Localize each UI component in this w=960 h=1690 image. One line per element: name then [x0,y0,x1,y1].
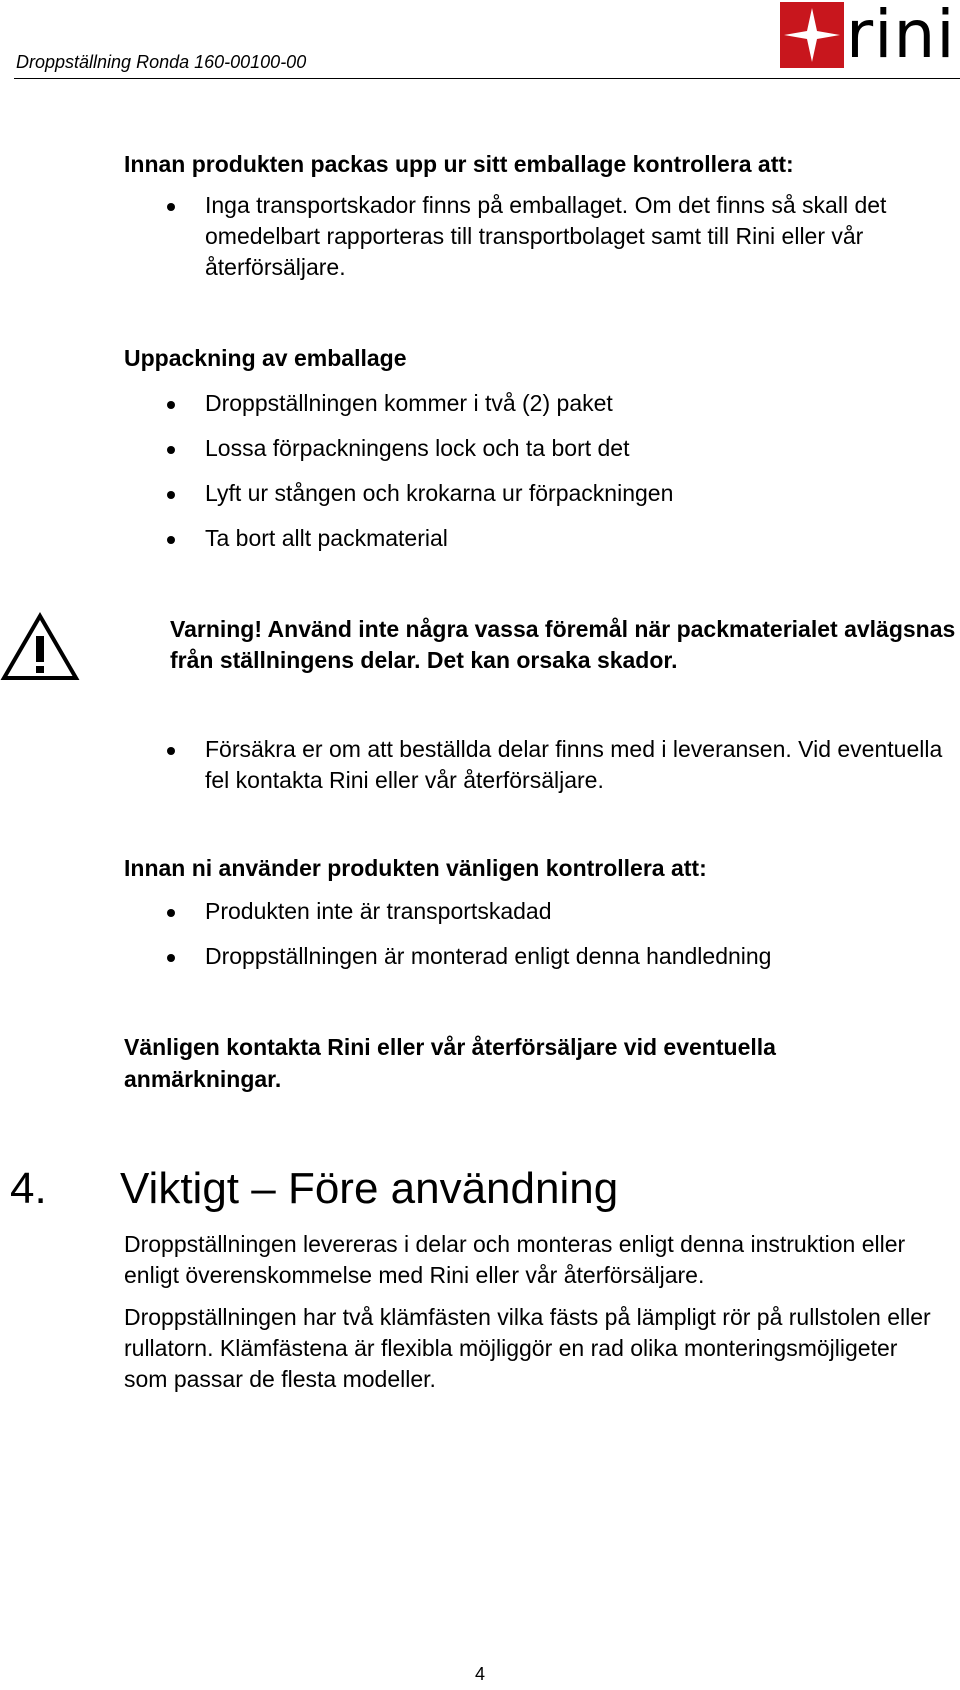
contact-note-text: Vänligen kontakta Rini eller vår återförsäljare vid eventuella anmärkningar. [124,1034,776,1092]
contact-note [124,1031,904,1095]
section-title: Viktigt – Före användning [120,1164,619,1213]
document-title: Droppställning Ronda 160-00100-00 [16,52,307,72]
warning-triangle-icon [0,612,80,689]
unpacking-heading: Uppackning av emballage [124,345,407,371]
unpacking-section [124,342,960,554]
delivery-check-list [124,734,944,796]
list-item: Lossa förpackningens lock och ta bort det [124,433,960,464]
check-before-unpacking [124,148,960,283]
list-item: Droppställningen kommer i två (2) paket [124,388,960,419]
section4-paragraph-2: Droppställningen har två klämfästen vilka fästs på lämpligt rör på rullstolen eller rullatorn. Klämfästena är flexibla möjliggör en rad olika monteringsmöjligeter som passar de flesta modeller. [124,1304,931,1392]
check-before-use [124,852,960,972]
section4-body [124,1229,944,1395]
delivery-check [124,734,960,796]
list-item: Droppställningen är monterad enligt denna handledning [124,941,960,972]
unpacking-list [124,388,960,554]
check-before-use-heading: Innan ni använder produkten vänligen kontrollera att: [124,855,707,881]
list-item: Försäkra er om att beställda delar finns med i leveransen. Vid eventuella fel kontakta Rini eller vår återförsäljare. [124,734,944,796]
list-item: Lyft ur stången och krokarna ur förpackningen [124,478,960,509]
list-item: Produkten inte är transportskadad [124,896,960,927]
list-item: Ta bort allt packmaterial [124,523,960,554]
warning-text: Varning! Använd inte några vassa föremål när packmaterialet avlägsnas från ställningens delar. Det kan orsaka skador. [170,616,956,673]
section4-paragraph-1: Droppställningen levereras i delar och monteras enligt denna instruktion eller enligt överenskommelse med Rini eller vår återförsäljare. [124,1231,906,1288]
section-number: 4. [10,1164,47,1213]
page-number: 4 [474,1664,485,1684]
check-before-use-list [124,896,960,972]
check-before-unpacking-list [124,190,944,283]
logo-star-icon [780,2,844,68]
check-before-unpacking-heading: Innan produkten packas upp ur sitt emballage kontrollera att: [124,151,794,177]
header-divider [14,78,960,79]
section-heading [10,1163,618,1215]
logo-text: rini [846,0,956,73]
list-item: Inga transportskador finns på emballaget. Om det finns så skall det omedelbart rapporteras till transportbolaget samt till Rini eller vår återförsäljare. [124,190,944,283]
rini-logo [780,2,960,72]
